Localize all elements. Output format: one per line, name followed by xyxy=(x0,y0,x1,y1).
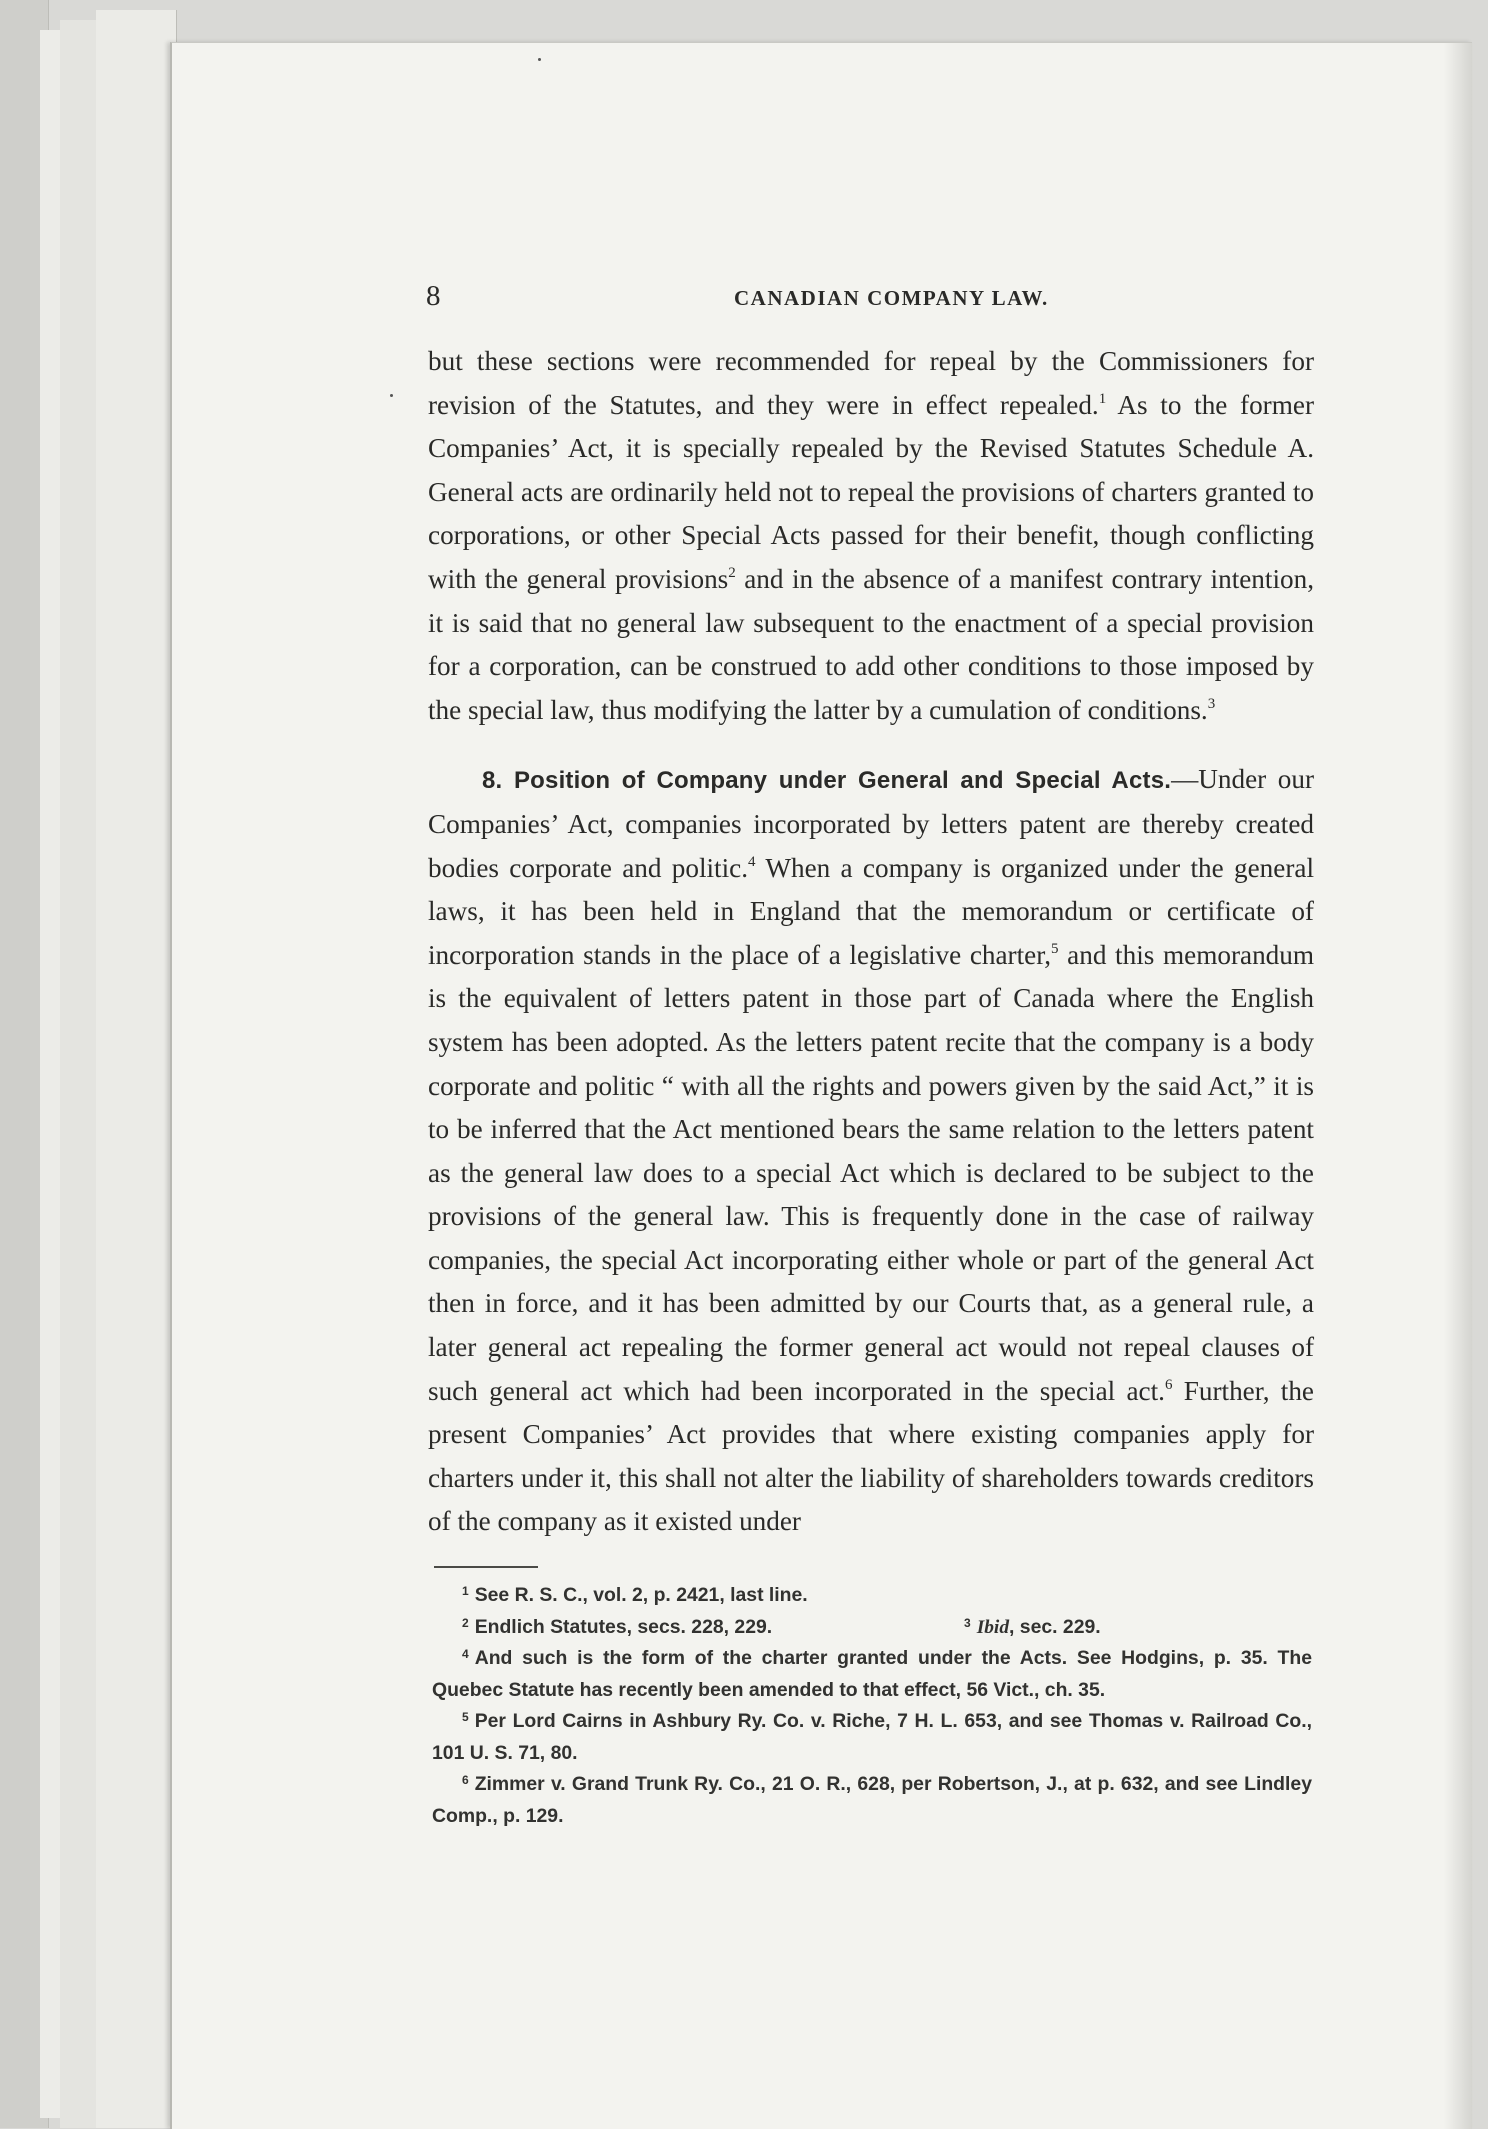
running-title: CANADIAN COMPANY LAW. xyxy=(734,286,1049,310)
page-edge-stack xyxy=(40,30,61,2118)
section-heading: Position of Company under General and Special Acts. xyxy=(513,767,1172,795)
footnote-ref: 3 xyxy=(1207,695,1216,712)
footnotes xyxy=(432,1580,1312,1832)
footnote-ref: 1 xyxy=(1098,390,1107,407)
footnote-rule xyxy=(434,1566,538,1568)
footnote-1: $^1$ See R. S. C., vol. 2, p. 2421, last line. xyxy=(462,1584,808,1606)
footnote-row-2-3 xyxy=(432,1612,1312,1644)
speck xyxy=(538,58,541,61)
speck xyxy=(390,394,393,397)
footnote-ref: 2 xyxy=(728,564,736,581)
footnote-ref: 6 xyxy=(1164,1376,1173,1393)
footnote-4: $^4$ And such is the form of the charter granted under the Acts. See Hodgins, p. 35. The Quebec Statute has recently been amended to that effect, 56 Vict., ch. 35. xyxy=(432,1647,1312,1701)
page-edge-stack xyxy=(60,20,101,2128)
running-head xyxy=(254,278,1320,318)
footnote-ref: 5 xyxy=(1051,940,1059,957)
footnote-6: $^6$ Zimmer v. Grand Trunk Ry. Co., 21 O. R., 628, per Robertson, J., at p. 632, and see Lindley Comp., p. 129. xyxy=(432,1773,1312,1827)
footnote-3: $^3$ Ibid, sec. 229. xyxy=(964,1615,1101,1638)
page-number: 8 xyxy=(426,280,441,312)
paragraph-1: but these sections were recommended for repeal by the Commissioners for revision of the Statutes, and they were in effect repealed.$^1$ As to the former Companies’ Act, it is specially repealed by the Revised Statutes Schedule A. General acts are ordinarily held not to repeal the provisions of charters granted to corporations, or other Special Acts passed for their benefit, though conflicting with the general provisions$^2$ and in the absence of a manifest contrary intention, it is said that no general law subsequent to the enactment of a special provision for a corporation, can be construed to add other conditions to those imposed by the special law, thus modifying the latter by a cumulation of conditions.$^3$ xyxy=(428,346,1314,725)
footnote-5: $^5$ Per Lord Cairns in Ashbury Ry. Co. v. Riche, 7 H. L. 653, and see Thomas v. Railroad Co., 101 U. S. 71, 80. xyxy=(432,1710,1312,1764)
section-8-paragraph: 8. Position of Company under General and Special Acts.—Under our Companies’ Act, companies incorporated by letters patent are thereby created bodies corporate and politic.$^4$ When a company is organized under the general laws, it has been held in England that the memorandum or certificate of incorporation stands in the place of a legislative charter,$^5$ and this memorandum is the equivalent of letters patent in those part of Canada where the English system has been adopted. As the letters patent recite that the company is a body corporate and politic “ with all the rights and powers given by the said Act,” it is to be inferred that the Act mentioned bears the same relation to the letters patent as the general law does to a special Act which is declared to be subject to the provisions of the general law. This is frequently done in the case of railway companies, the special Act incorporating either whole or part of the general Act then in force, and it has been admitted by our Courts that, as a general rule, a later general act repealing the former general act would not repeal clauses of such general act which had been incorporated in the special act.$^6$ Further, the present Companies’ Act provides that where existing companies apply for charters under it, this shall not alter the liability of shareholders towards creditors of the company as it existed under xyxy=(428,764,1315,1537)
gutter-shadow xyxy=(1444,43,1472,2129)
footnote-ref: 4 xyxy=(748,853,756,870)
body-text xyxy=(428,340,1314,1544)
footnote-2: $^2$ Endlich Statutes, secs. 228, 229. xyxy=(462,1615,773,1638)
section-number: 8. xyxy=(482,767,503,795)
page-edge-stack xyxy=(96,10,177,2128)
